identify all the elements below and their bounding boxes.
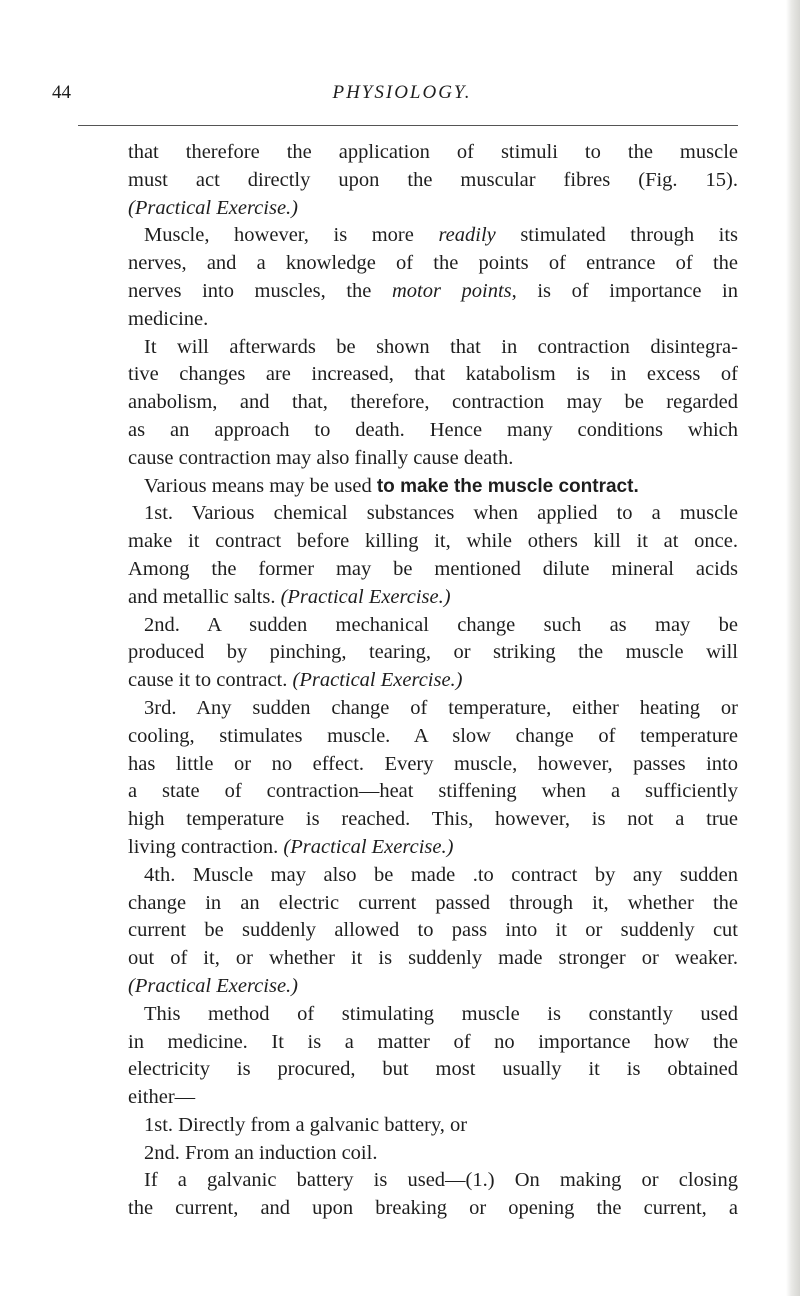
text-line: must act directly upon the muscular fibres (Fig. 15). xyxy=(128,168,738,191)
text-line: the current, and upon breaking or opening the current, a xyxy=(128,1197,738,1220)
text-line: change in an electric current passed through it, whether the xyxy=(128,891,738,914)
page-header xyxy=(52,78,752,114)
text-span: living contraction. xyxy=(128,835,284,858)
text-line xyxy=(128,834,738,862)
text-line xyxy=(128,473,738,501)
text-line: cooling, stimulates muscle. A slow change of temperature xyxy=(128,724,738,747)
text-span: nerves into muscles, the xyxy=(128,279,392,302)
text-line: out of it, or whether it is suddenly made stronger or weaker. xyxy=(128,947,738,970)
body-text xyxy=(128,139,738,1223)
text-span: stimulated through its xyxy=(495,224,739,247)
text-line: current be suddenly allowed to pass into it or suddenly cut xyxy=(128,919,738,942)
text-line xyxy=(128,584,738,612)
text-line: 3rd. Any sudden change of temperature, either heating or xyxy=(144,696,738,719)
text-line xyxy=(128,278,738,306)
italic-note: (Practical Exercise.) xyxy=(128,196,298,219)
text-line: It will afterwards be shown that in contraction disintegra- xyxy=(144,335,738,358)
italic-text: motor points xyxy=(391,279,512,302)
italic-note: (Practical Exercise.) xyxy=(292,669,463,692)
text-line: either— xyxy=(128,1086,196,1109)
italic-note: (Practical Exercise.) xyxy=(128,974,298,997)
text-line: cause contraction may also finally cause death. xyxy=(128,446,514,469)
text-line xyxy=(128,667,738,695)
text-line: has little or no effect. Every muscle, however, passes into xyxy=(128,752,738,775)
italic-note: (Practical Exercise.) xyxy=(280,585,451,608)
header-rule xyxy=(78,125,738,126)
text-line: medicine. xyxy=(128,307,209,330)
text-span: cause it to contract. xyxy=(128,669,293,692)
text-line: produced by pinching, tearing, or striking the muscle will xyxy=(128,641,738,664)
text-line: anabolism, and that, therefore, contraction may be regarded xyxy=(128,391,738,414)
text-line xyxy=(128,222,738,250)
page-edge-shadow xyxy=(786,0,800,1296)
text-line: 2nd. From an induction coil. xyxy=(144,1141,378,1164)
text-line: If a galvanic battery is used—(1.) On making or closing xyxy=(144,1169,738,1192)
text-line: in medicine. It is a matter of no importance how the xyxy=(128,1030,738,1053)
page-number: 44 xyxy=(52,82,71,103)
text-line: This method of stimulating muscle is constantly used xyxy=(144,1002,738,1025)
text-line: Among the former may be mentioned dilute mineral acids xyxy=(128,557,738,580)
text-line xyxy=(128,973,738,1001)
text-line: high temperature is reached. This, however, is not a true xyxy=(128,808,738,831)
running-head: PHYSIOLOGY. xyxy=(332,82,472,103)
text-span: and metallic salts. xyxy=(128,585,281,608)
text-line: nerves, and a knowledge of the points of entrance of the xyxy=(128,252,738,275)
italic-text: readily xyxy=(438,224,496,247)
text-line: tive changes are increased, that katabolism is in excess of xyxy=(128,363,738,386)
text-line: 1st. Various chemical substances when applied to a muscle xyxy=(144,502,738,525)
italic-note: (Practical Exercise.) xyxy=(283,835,454,858)
text-span: , is of importance in xyxy=(511,279,739,302)
text-line xyxy=(128,195,738,223)
text-line: make it contract before killing it, while others kill it at once. xyxy=(128,530,738,553)
bold-sans-text: to make the muscle contract. xyxy=(376,475,639,497)
text-line: a state of contraction—heat stiffening when a sufficiently xyxy=(128,780,738,803)
text-line: electricity is procured, but most usually it is obtained xyxy=(128,1058,738,1081)
text-line: 2nd. A sudden mechanical change such as may be xyxy=(144,613,738,636)
text-line: 1st. Directly from a galvanic battery, or xyxy=(144,1113,468,1136)
text-span: Various means may be used xyxy=(144,474,377,497)
text-span: Muscle, however, is more xyxy=(144,224,439,247)
text-line: 4th. Muscle may also be made .to contract by any sudden xyxy=(144,863,738,886)
text-line: that therefore the application of stimuli to the muscle xyxy=(128,141,738,163)
text-line: as an approach to death. Hence many conditions which xyxy=(128,418,738,441)
